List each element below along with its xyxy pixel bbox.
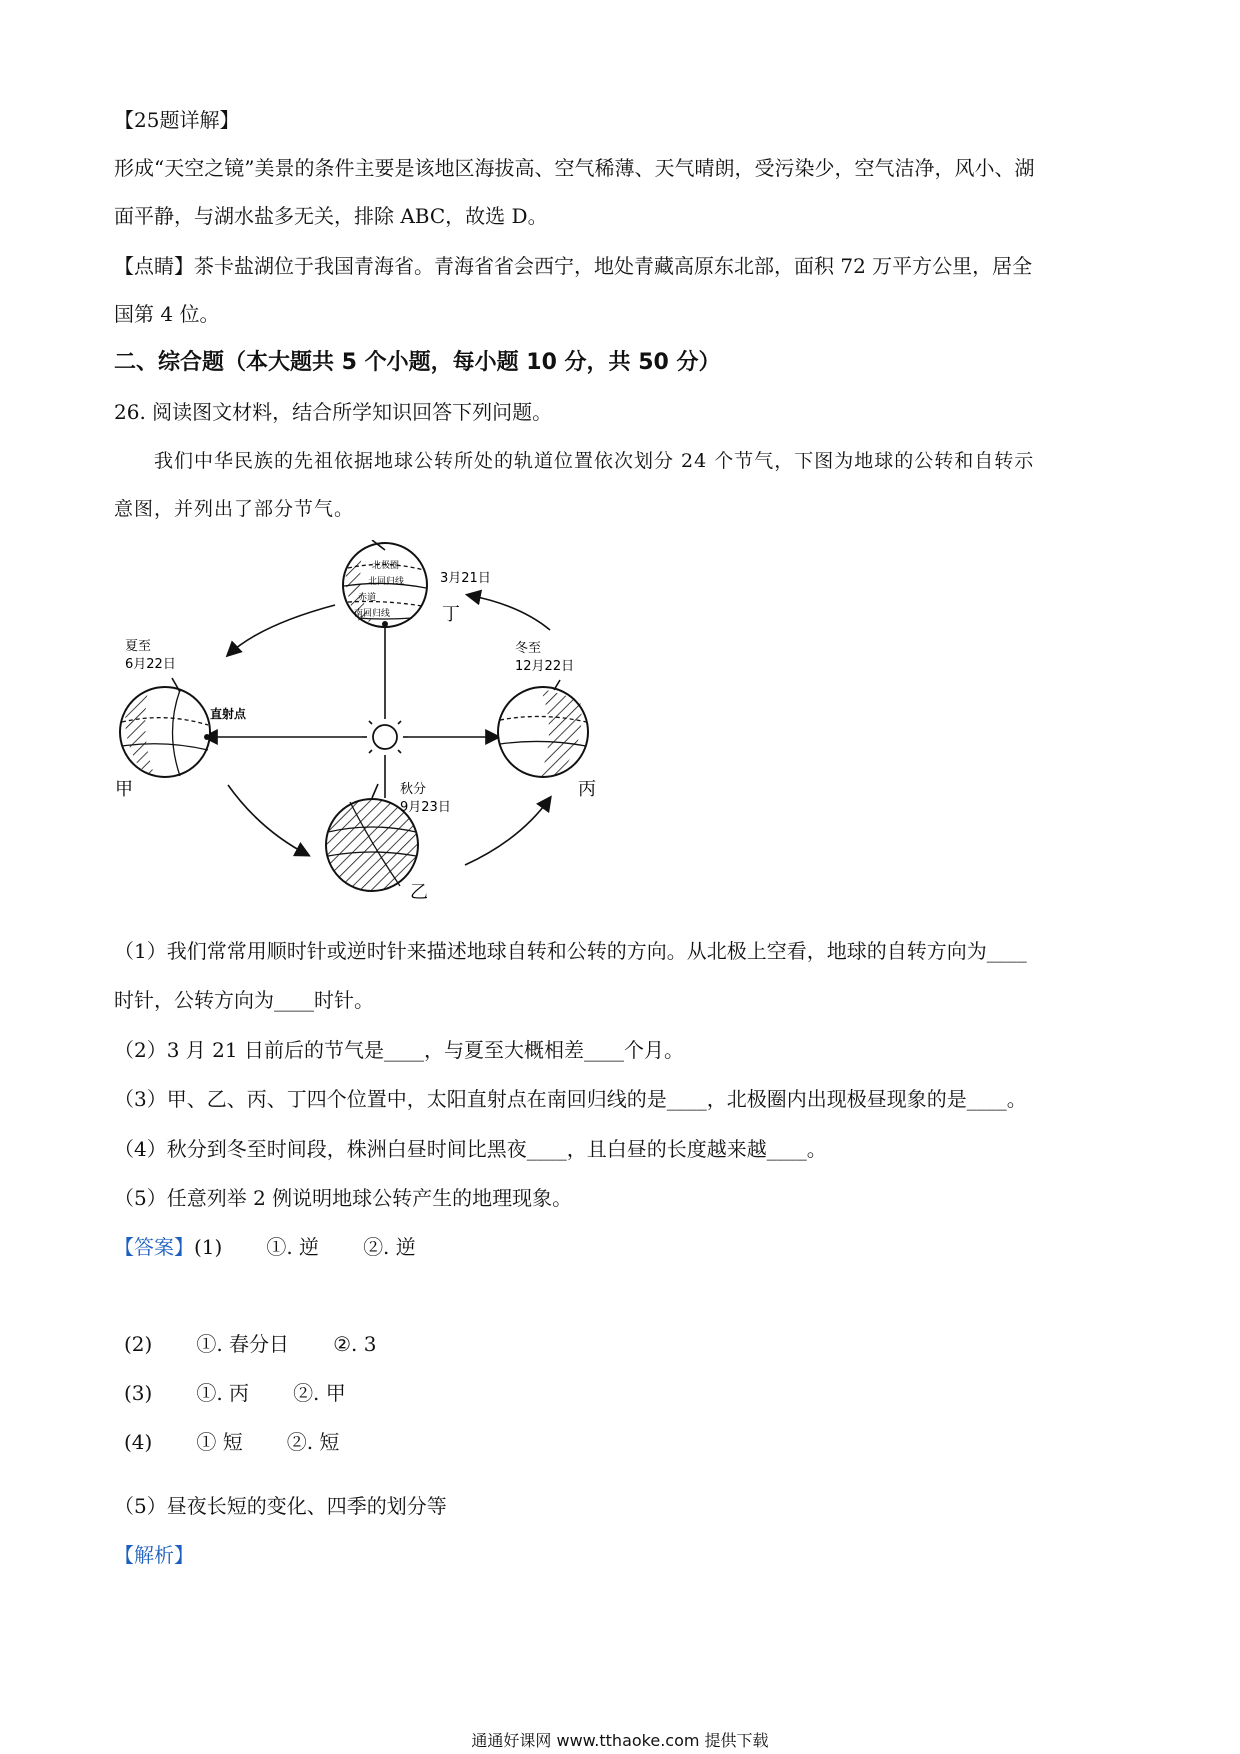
zhishedian-label: 直射点 [210, 707, 247, 721]
answer-label: 【答案】 [114, 1235, 194, 1259]
answer-row-2 [124, 1329, 376, 1359]
q26-material-2: 意图，并列出了部分节气。 [114, 498, 355, 520]
orbit-arc-jia-yi [228, 785, 308, 855]
xiazhi-label: 夏至 [125, 639, 152, 654]
ding-date: 3月21日 [440, 571, 491, 586]
answer-4-num: (4) [124, 1430, 153, 1454]
answer-1-num: (1) [194, 1235, 223, 1259]
qiufen-date: 9月23日 [400, 800, 451, 815]
orbit-arc-bing-ding [468, 595, 550, 630]
q26-sub3: （3）甲、乙、丙、丁四个位置中，太阳直射点在南回归线的是____，北极圈内出现极昼现象的是____。 [114, 1087, 1027, 1111]
answer-row-3 [124, 1378, 346, 1408]
q26-material-1: 我们中华民族的先祖依据地球公转所处的轨道位置依次划分 24 个节气，下图为地球的公转和自转示 [154, 450, 1035, 472]
answer-1-b: ②. 逆 [363, 1235, 416, 1259]
ding-line-label-4: 南回归线 [354, 609, 391, 619]
dongzhi-label: 冬至 [515, 641, 542, 656]
answer-2-a: ①. 春分日 [196, 1332, 290, 1356]
earth-orbit-diagram [110, 540, 690, 920]
sec25-note2: 国第 4 位。 [114, 302, 220, 326]
q26-stem: 26. 阅读图文材料，结合所学知识回答下列问题。 [114, 400, 553, 424]
orbit-arc-ding-jia [228, 605, 335, 655]
qiufen-label: 秋分 [400, 782, 427, 797]
xiazhi-date: 6月22日 [125, 657, 176, 672]
dongzhi-date: 12月22日 [515, 659, 575, 674]
sec25-note1: 【点睛】茶卡盐湖位于我国青海省。青海省省会西宁，地处青藏高原东北部，面积 72 万平方公里，居全 [114, 254, 1033, 278]
answer-3-num: (3) [124, 1381, 153, 1405]
q26-sub2: （2）3 月 21 日前后的节气是____，与夏至大概相差____个月。 [114, 1038, 684, 1062]
footer: 通通好课网 www.tthaoke.com 提供下载 [471, 1731, 769, 1750]
q26-sub5: （5）任意列举 2 例说明地球公转产生的地理现象。 [114, 1186, 573, 1210]
sec25-line2: 面平静，与湖水盐多无关，排除 ABC，故选 D。 [114, 204, 548, 228]
q26-sub1-b: 时针，公转方向为____时针。 [114, 988, 374, 1012]
sec25-line1: 形成“天空之镜”美景的条件主要是该地区海拔高、空气稀薄、天气晴朗，受污染少，空气洁净，风小、湖 [114, 156, 1035, 180]
sun-icon [362, 714, 408, 760]
answer-row-5: （5）昼夜长短的变化、四季的划分等 [114, 1494, 447, 1518]
answer-2-b: ②. 3 [333, 1332, 377, 1356]
answer-3-b: ②. 甲 [293, 1381, 346, 1405]
answer-4-a: ① 短 [196, 1430, 243, 1454]
ding-line-label-1: 北极圈 [372, 561, 400, 571]
sec25-head: 【25题详解】 [114, 108, 240, 132]
answer-row-1 [114, 1232, 416, 1262]
orbit-arc-yi-bing [465, 798, 550, 865]
yi-label: 乙 [410, 882, 428, 903]
ding-line-label-2: 北回归线 [368, 577, 405, 587]
earth-bing [498, 680, 588, 777]
answer-3-a: ①. 丙 [196, 1381, 250, 1405]
q26-sub1-a: （1）我们常常用顺时针或逆时针来描述地球自转和公转的方向。从北极上空看，地球的自转方向为____ [114, 939, 1027, 963]
section2-title: 二、综合题（本大题共 5 个小题，每小题 10 分，共 50 分） [114, 350, 721, 375]
earth-jia [120, 678, 210, 777]
answer-2-num: (2) [124, 1332, 153, 1356]
jia-label: 甲 [115, 779, 133, 800]
ding-label: 丁 [442, 604, 460, 625]
ding-line-label-3: 赤道 [358, 593, 377, 603]
answer-4-b: ②. 短 [286, 1430, 340, 1454]
earth-ding [343, 540, 427, 627]
q26-sub4: （4）秋分到冬至时间段，株洲白昼时间比黑夜____，且白昼的长度越来越____。 [114, 1137, 827, 1161]
analysis-label: 【解析】 [114, 1543, 194, 1567]
bing-label: 丙 [578, 779, 596, 800]
answer-1-a: ①. 逆 [266, 1235, 320, 1259]
answer-row-4 [124, 1427, 339, 1457]
